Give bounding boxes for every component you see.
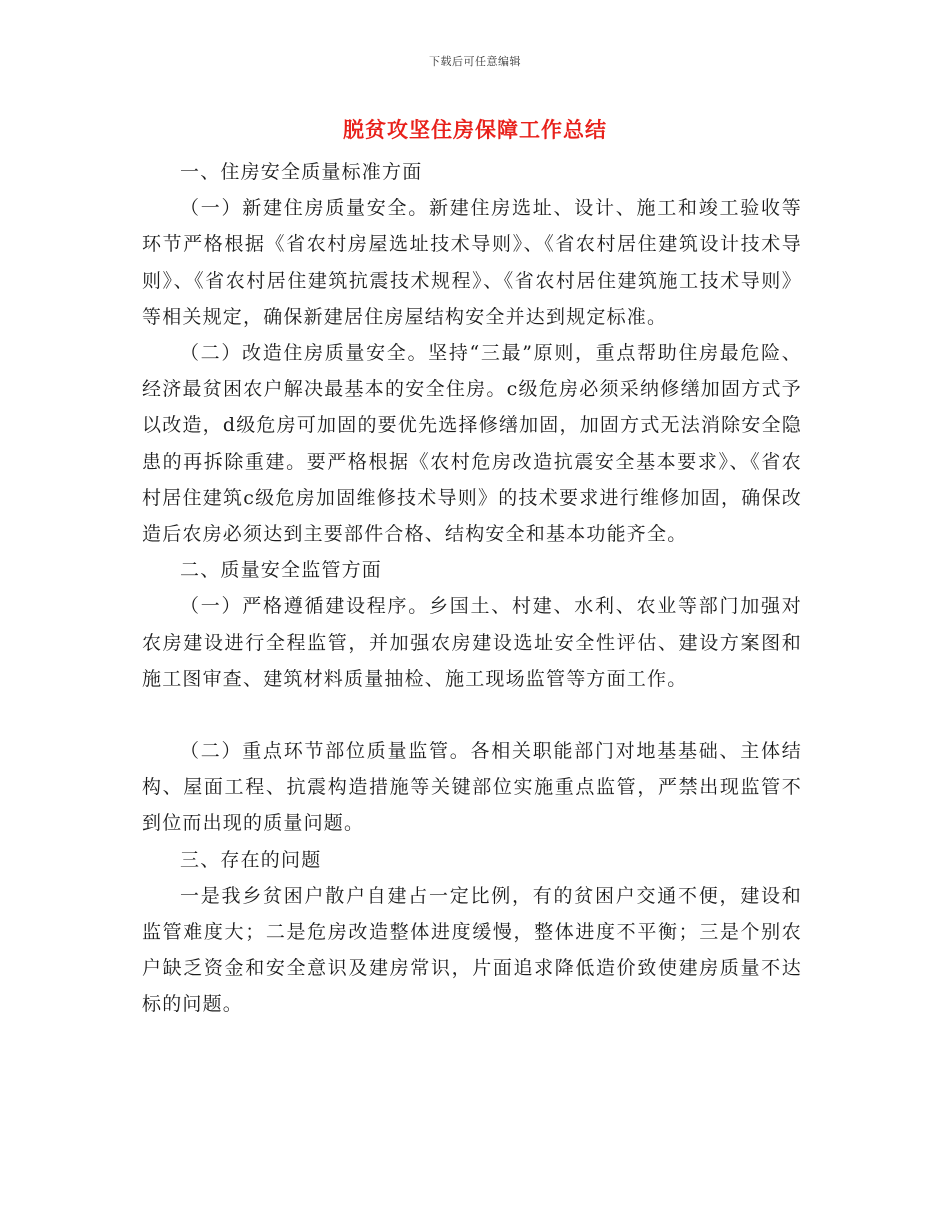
section-2-heading: 二、质量安全监管方面	[180, 559, 383, 582]
header-note: 下载后可任意编辑	[429, 55, 521, 68]
document-title: 脱贫攻坚住房保障工作总结	[343, 118, 607, 142]
section-1-paragraph-1: （一）新建住房质量安全。新建住房选址、设计、施工和竣工验收等环节严格根据《省农村房屋选址技术导则》、《省农村居住建筑设计技术导则》、《省农村居住建筑抗震技术规程》、《省农村居住建筑施工技术导则》等相关规定，确保新建居住房屋结构安全并达到规定标准。	[142, 197, 802, 328]
section-1-paragraph-2: （二）改造住房质量安全。坚持“三最”原则，重点帮助住房最危险、经济最贫困农户解决最基本的安全住房。c级危房必须采纳修缮加固方式予以改造，d级危房可加固的要优先选择修缮加固，加固方式无法消除安全隐患的再拆除重建。要严格根据《农村危房改造抗震安全基本要求》、《省农村居住建筑c级危房加固维修技术导则》的技术要求进行维修加固，确保改造后农房必须达到主要部件合格、结构安全和基本功能齐全。	[142, 342, 802, 546]
section-3-heading: 三、存在的问题	[180, 848, 322, 871]
section-2-paragraph-1: （一）严格遵循建设程序。乡国土、村建、水利、农业等部门加强对农房建设进行全程监管，并加强农房建设选址安全性评估、建设方案图和施工图审查、建筑材料质量抽检、施工现场监管等方面工作。	[142, 595, 802, 690]
section-2-paragraph-2: （二）重点环节部位质量监管。各相关职能部门对地基基础、主体结构、屋面工程、抗震构造措施等关键部位实施重点监管，严禁出现监管不到位而出现的质量问题。	[142, 740, 802, 835]
document-body	[142, 154, 802, 1023]
section-1-heading: 一、住房安全质量标准方面	[180, 161, 423, 183]
section-3-paragraph-1: 一是我乡贫困户散户自建占一定比例，有的贫困户交通不便，建设和监管难度大；二是危房改造整体进度缓慢，整体进度不平衡；三是个别农户缺乏资金和安全意识及建房常识，片面追求降低造价致使建房质量不达标的问题。	[142, 884, 802, 1016]
